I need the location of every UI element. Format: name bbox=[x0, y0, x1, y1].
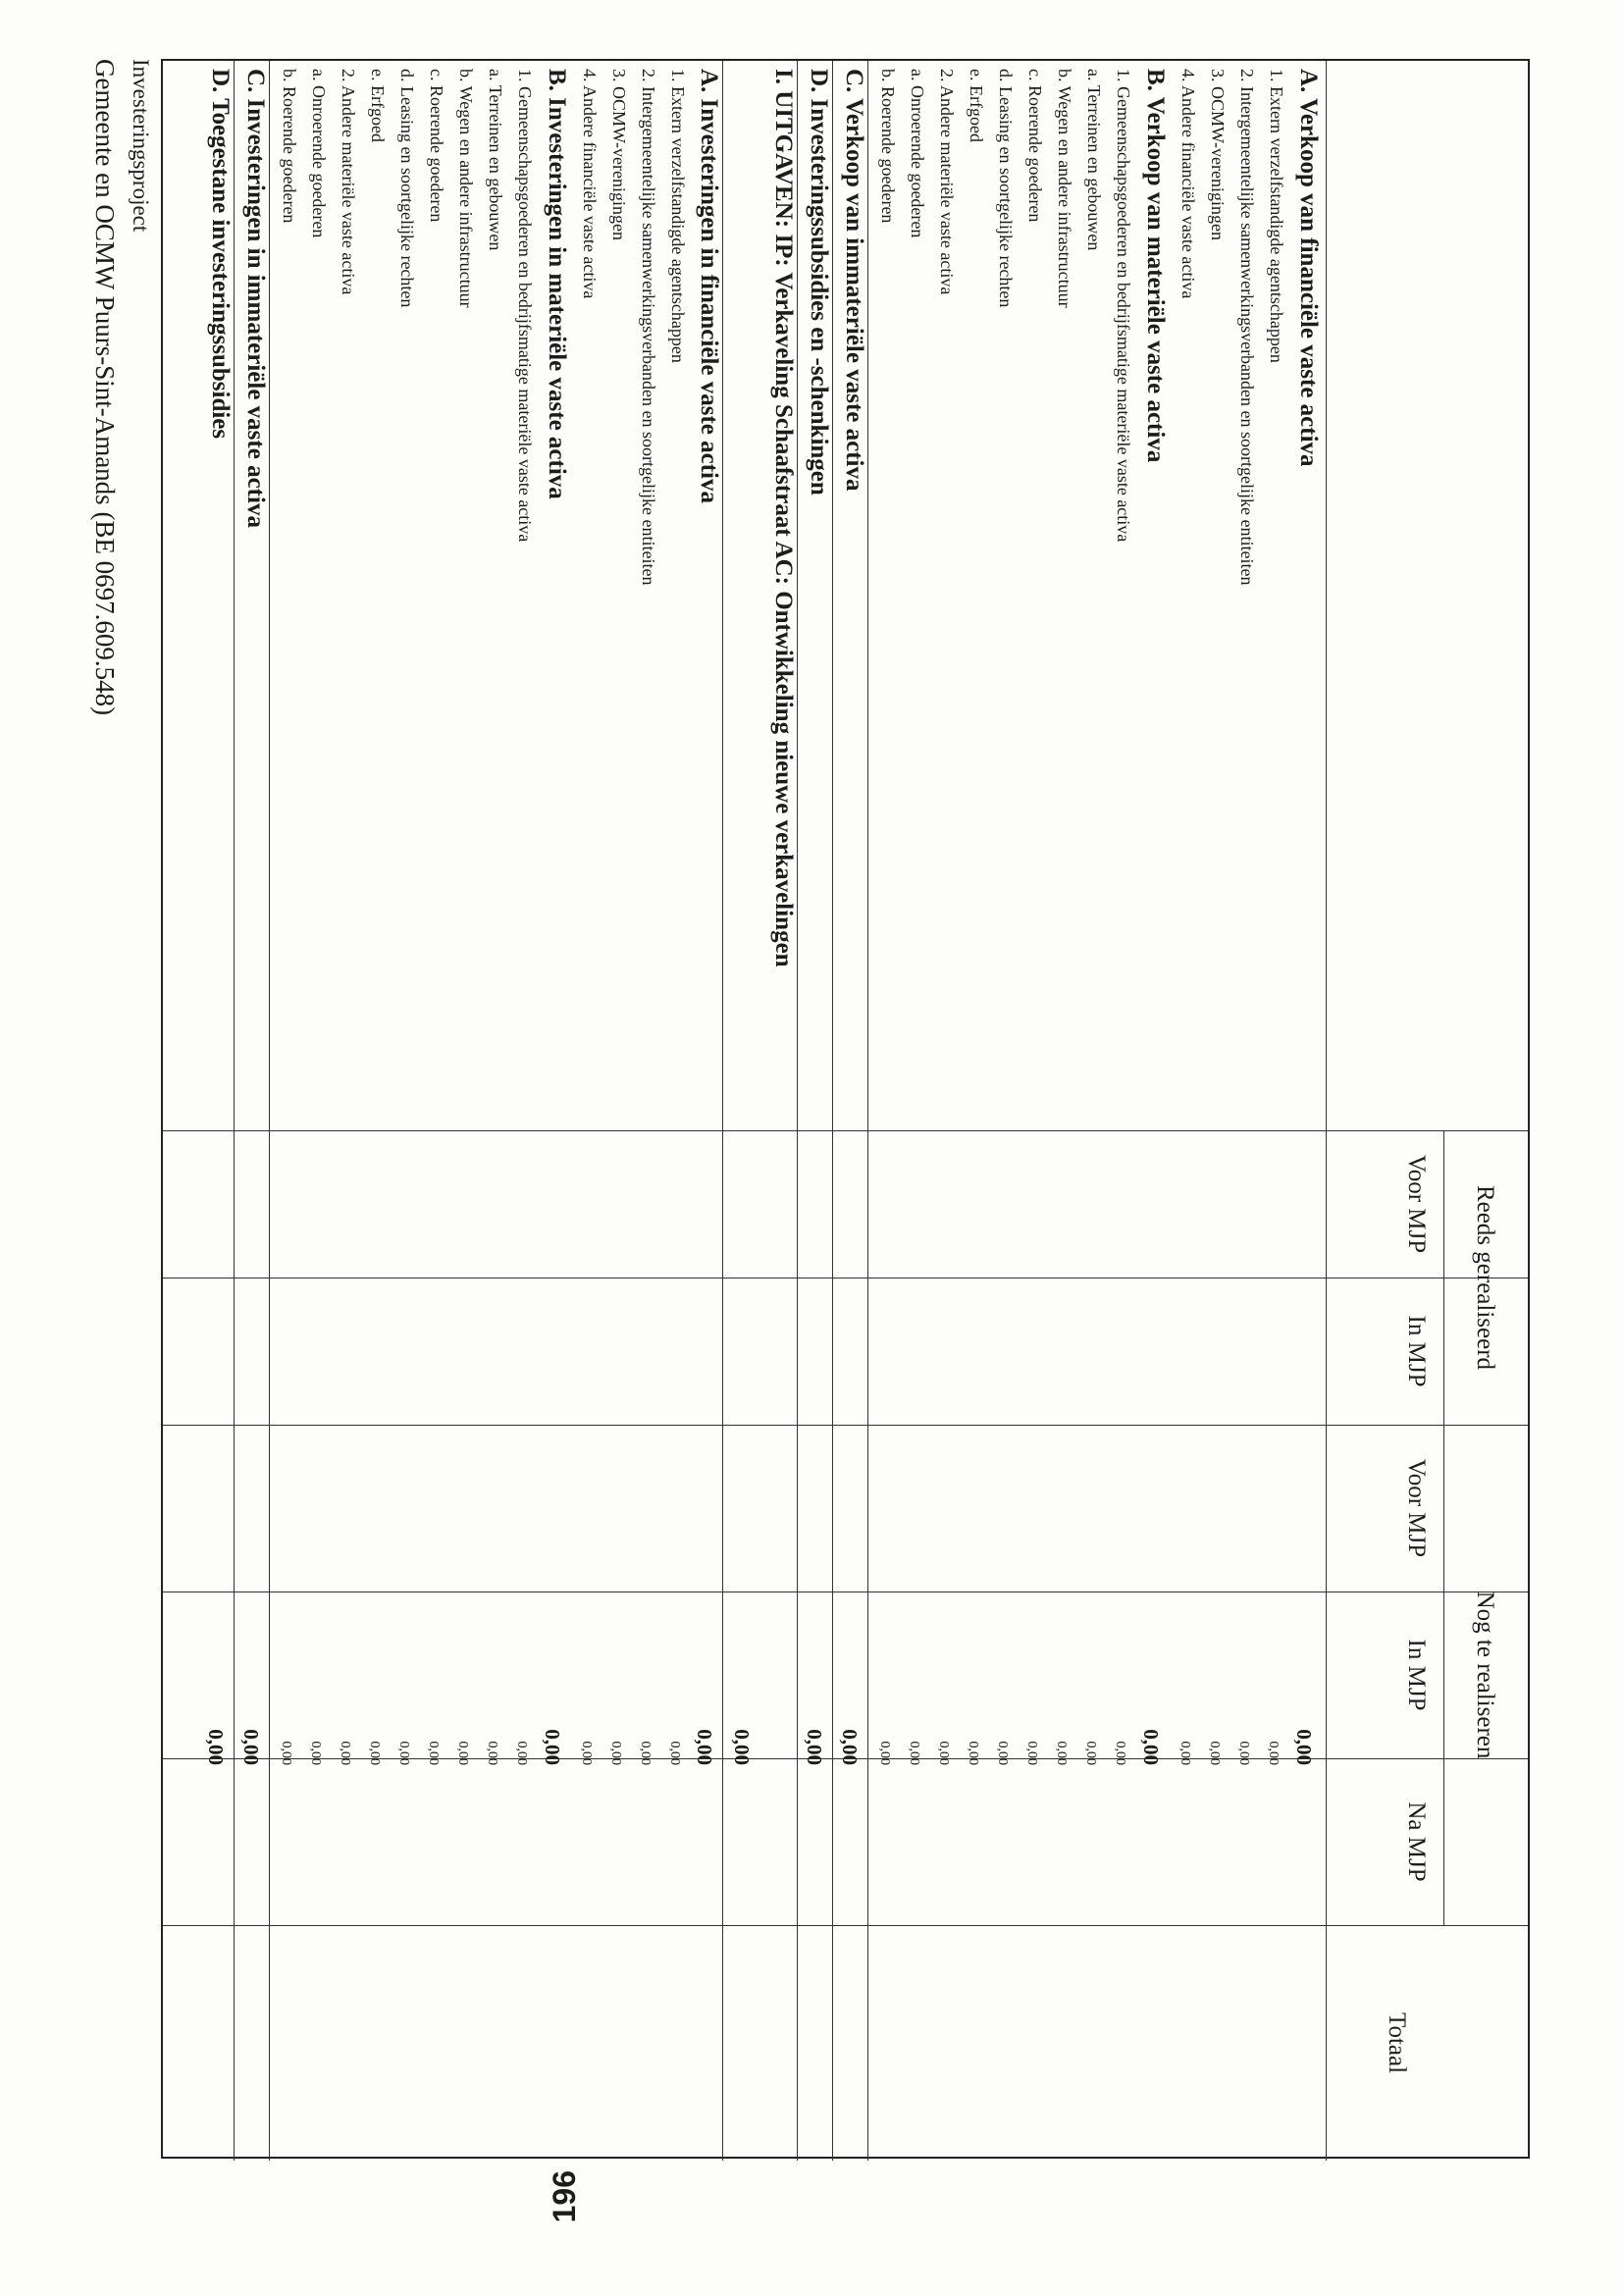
row-value-in-mjp: 0,00 bbox=[579, 1741, 594, 1765]
header-in-mjp-1: In MJP bbox=[1403, 1315, 1430, 1387]
footer-organization: Gemeente en OCMW Puurs-Sint-Amands (BE 0697.609.548) bbox=[90, 59, 120, 716]
row-value-in-mjp: 0,00 bbox=[338, 1741, 352, 1765]
row-label: d. Leasing en soortgelijke rechten bbox=[397, 69, 417, 308]
row-label: I. UITGAVEN: IP: Verkaveling Schaafstraat AC: Ontwikkeling nieuwe verkavelingen bbox=[770, 69, 797, 967]
row-label: e. Erfgoed bbox=[967, 69, 986, 142]
row-label: 2. Andere materiële vaste activa bbox=[339, 69, 358, 295]
row-label: a. Terreinen en gebouwen bbox=[486, 69, 505, 251]
row-value-in-mjp: 0,00 bbox=[204, 1729, 228, 1765]
row-label: 2. Intergemeentelijke samenwerkingsverbanden en soortgelijke entiteiten bbox=[1237, 69, 1257, 586]
row-value-in-mjp: 0,00 bbox=[514, 1741, 529, 1765]
page-number: 196 bbox=[547, 2170, 582, 2223]
header-totaal: Totaal bbox=[1384, 2011, 1410, 2074]
row-value-in-mjp: 0,00 bbox=[1292, 1729, 1316, 1765]
row-value-in-mjp: 0,00 bbox=[1139, 1729, 1163, 1765]
row-label: a. Onroerende goederen bbox=[309, 69, 329, 238]
row-label: d. Leasing en soortgelijke rechten bbox=[996, 69, 1016, 308]
row-value-in-mjp: 0,00 bbox=[1266, 1741, 1281, 1765]
row-label: B. Investeringen in materiële vaste activa bbox=[544, 69, 570, 499]
row-value-in-mjp: 0,00 bbox=[239, 1729, 263, 1765]
row-label: c. Roerende goederen bbox=[427, 69, 446, 223]
row-value-in-mjp: 0,00 bbox=[936, 1741, 951, 1765]
row-value-in-mjp: 0,00 bbox=[1054, 1741, 1069, 1765]
row-value-in-mjp: 0,00 bbox=[308, 1741, 323, 1765]
row-label: b. Wegen en andere infrastructuur bbox=[456, 69, 476, 308]
row-label: 1. Gemeenschapsgoederen en bedrijfsmatige materiële vaste activa bbox=[1114, 69, 1133, 543]
row-value-in-mjp: 0,00 bbox=[693, 1729, 716, 1765]
row-value-in-mjp: 0,00 bbox=[455, 1741, 470, 1765]
row-value-in-mjp: 0,00 bbox=[1207, 1741, 1222, 1765]
row-value-in-mjp: 0,00 bbox=[638, 1741, 653, 1765]
row-label: 1. Extern verzelfstandigde agentschappen bbox=[668, 69, 688, 363]
row-value-in-mjp: 0,00 bbox=[279, 1741, 293, 1765]
header-in-mjp-2: In MJP bbox=[1403, 1639, 1430, 1711]
row-label: b. Roerende goederen bbox=[280, 69, 299, 224]
row-value-in-mjp: 0,00 bbox=[367, 1741, 382, 1765]
row-value-in-mjp: 0,00 bbox=[1178, 1741, 1192, 1765]
row-value-in-mjp: 0,00 bbox=[877, 1741, 892, 1765]
row-value-in-mjp: 0,00 bbox=[1236, 1741, 1251, 1765]
row-label: a. Terreinen en gebouwen bbox=[1084, 69, 1104, 251]
row-label: 3. OCMW-verenigingen bbox=[609, 69, 629, 240]
row-label: D. Toegestane investeringssubsidies bbox=[207, 69, 234, 440]
row-value-in-mjp: 0,00 bbox=[1024, 1741, 1039, 1765]
row-value-in-mjp: 0,00 bbox=[838, 1729, 862, 1765]
row-label: C. Investeringen in immateriële vaste activa bbox=[242, 69, 269, 528]
header-overlay bbox=[161, 59, 1530, 2159]
header-na-mjp: Na MJP bbox=[1403, 1801, 1430, 1882]
row-label: D. Investeringssubsidies en -schenkingen bbox=[806, 69, 832, 496]
row-value-in-mjp: 0,00 bbox=[966, 1741, 980, 1765]
row-label: 1. Extern verzelfstandigde agentschappen bbox=[1267, 69, 1286, 363]
row-value-in-mjp: 0,00 bbox=[426, 1741, 441, 1765]
row-label: e. Erfgoed bbox=[368, 69, 388, 142]
row-label: A. Verkoop van financiële vaste activa bbox=[1295, 69, 1322, 467]
row-value-in-mjp: 0,00 bbox=[907, 1741, 921, 1765]
row-label: a. Onroerende goederen bbox=[908, 69, 927, 238]
row-label: b. Wegen en andere infrastructuur bbox=[1055, 69, 1074, 308]
footer-document-type: Investeringsproject bbox=[129, 59, 153, 233]
row-value-in-mjp: 0,00 bbox=[541, 1729, 564, 1765]
row-label: 2. Andere materiële vaste activa bbox=[937, 69, 957, 295]
row-label: B. Verkoop van materiële vaste activa bbox=[1142, 69, 1169, 463]
row-label: 1. Gemeenschapsgoederen en bedrijfsmatige materiële vaste activa bbox=[515, 69, 535, 543]
row-label: 4. Andere financiële vaste activa bbox=[580, 69, 600, 299]
row-label: b. Roerende goederen bbox=[878, 69, 898, 224]
row-value-in-mjp: 0,00 bbox=[396, 1741, 411, 1765]
header-voor-mjp-2: Voor MJP bbox=[1403, 1458, 1430, 1558]
row-label: 4. Andere financiële vaste activa bbox=[1178, 69, 1198, 299]
row-value-in-mjp: 0,00 bbox=[608, 1741, 623, 1765]
row-value-in-mjp: 0,00 bbox=[667, 1741, 682, 1765]
row-value-in-mjp: 0,00 bbox=[730, 1729, 754, 1765]
header-voor-mjp-1: Voor MJP bbox=[1403, 1154, 1430, 1254]
row-value-in-mjp: 0,00 bbox=[995, 1741, 1010, 1765]
row-label: 3. OCMW-verenigingen bbox=[1208, 69, 1228, 240]
header-group-nog-te-realiseren: Nog te realiseren bbox=[1472, 1591, 1498, 1759]
row-value-in-mjp: 0,00 bbox=[485, 1741, 499, 1765]
header-group-reeds-gerealiseerd: Reeds gerealiseerd bbox=[1472, 1184, 1498, 1371]
row-label: c. Roerende goederen bbox=[1025, 69, 1045, 223]
row-value-in-mjp: 0,00 bbox=[1113, 1741, 1127, 1765]
row-label: 2. Intergemeentelijke samenwerkingsverbanden en soortgelijke entiteiten bbox=[639, 69, 658, 586]
row-value-in-mjp: 0,00 bbox=[1083, 1741, 1098, 1765]
row-label: C. Verkoop van immateriële vaste activa bbox=[841, 69, 867, 492]
row-label: A. Investeringen in financiële vaste activa bbox=[696, 69, 722, 504]
row-value-in-mjp: 0,00 bbox=[803, 1729, 826, 1765]
